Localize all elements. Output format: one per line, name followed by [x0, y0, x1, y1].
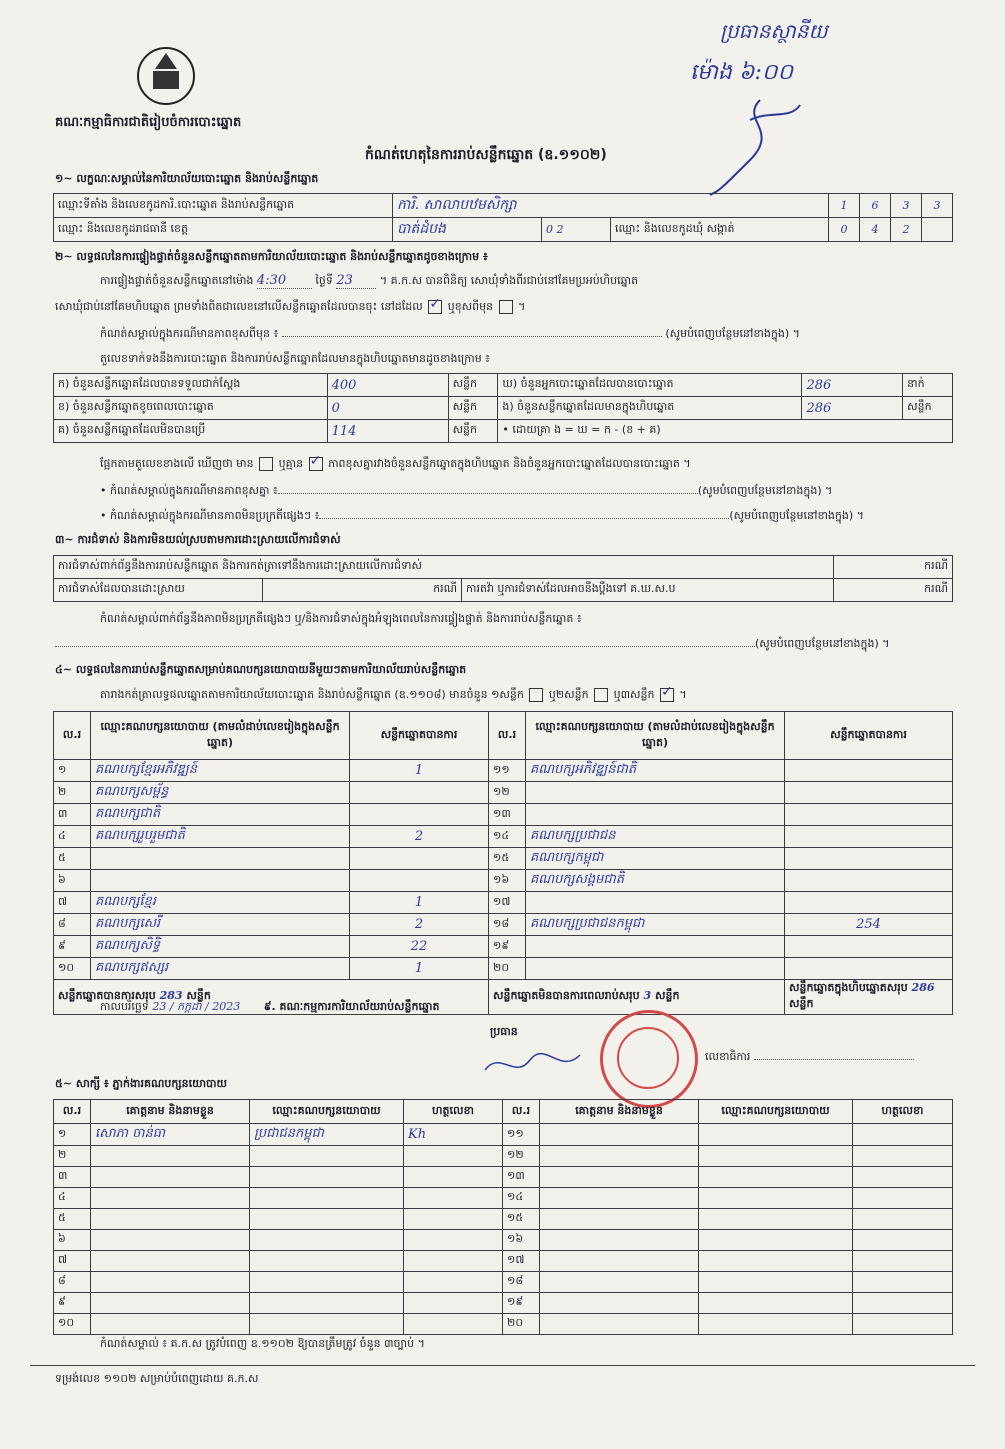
- table-cell: ៧: [54, 1251, 91, 1272]
- table-cell: ១០: [54, 958, 91, 980]
- s1-code-digit: 6: [860, 194, 891, 218]
- corner-label: ប្រធានស្ថានីយ: [720, 19, 828, 43]
- table-cell: ១៨: [503, 1272, 540, 1293]
- signature-stroke-icon: [700, 90, 840, 200]
- table-cell: [91, 1167, 250, 1188]
- table-cell: [699, 1146, 853, 1167]
- chair-label: ប្រធាន: [490, 1025, 518, 1038]
- table-row: [54, 848, 953, 870]
- table-cell: [785, 848, 953, 870]
- table-cell: ៩: [54, 936, 91, 958]
- table-row: [54, 1314, 953, 1335]
- s1-row2-label: ឈ្មោះ និងលេខកូដរាជធានី ខេត្ត: [54, 218, 393, 242]
- table-cell: គណបក្សសម្ព័ន្ធ: [91, 782, 350, 804]
- two-sheet-checkbox[interactable]: [594, 688, 608, 702]
- table-row: [54, 804, 953, 826]
- table-cell: ២០: [503, 1314, 540, 1335]
- table-cell: [526, 782, 785, 804]
- table-cell: [699, 1293, 853, 1314]
- s4-date: កាលបរិច្ឆេទ 23 / កក្កដា / 2023 ៩. គណៈកម្មការការិយាល័យរាប់សន្លឹកឆ្នោត: [100, 1000, 440, 1013]
- table-cell: [853, 1188, 953, 1209]
- table-cell: [350, 870, 489, 892]
- s3-fill-line: (សូមបំពេញបន្ថែមនៅខាងក្នុង) ។: [55, 637, 955, 653]
- table-cell: [250, 1167, 404, 1188]
- table-cell: [526, 804, 785, 826]
- section1-title: ១~ លក្ខណៈសម្គាល់នៃការិយាល័យបោះឆ្នោត និងរាប់សន្លឹកឆ្នោត: [55, 172, 319, 185]
- nec-logo-icon: [135, 45, 197, 107]
- table-cell: [540, 1251, 699, 1272]
- table-cell: [91, 870, 350, 892]
- table-cell: ១៩: [503, 1293, 540, 1314]
- table-cell: ៣: [54, 1167, 91, 1188]
- table-cell: [785, 870, 953, 892]
- table-cell: [404, 1167, 503, 1188]
- s4-sum-total: សន្លឹកឆ្នោតក្នុងហិបឆ្នោតសរុប 286 សន្លឹក: [785, 980, 953, 1015]
- s5-footer-note: កំណត់សម្គាល់ ៖ គ.ក.ស ត្រូវបំពេញ ឧ.១១០២ ឱ្យបានត្រឹមត្រូវ ចំនួន ៣ច្បាប់ ។: [100, 1337, 425, 1350]
- table-cell: [853, 1293, 953, 1314]
- table-cell: ១៧: [503, 1251, 540, 1272]
- s2-counts-table: [53, 373, 953, 443]
- s1-code-digit: 1: [829, 194, 860, 218]
- section4-title: ៤~ លទ្ធផលនៃការរាប់សន្លឹកឆ្នោតសម្រាប់គណបក្សនយោបាយនីមួយៗតាមការិយាល័យរាប់សន្លឹកឆ្នោត: [55, 663, 467, 676]
- table-row: [54, 1230, 953, 1251]
- s5-witness-table: ល.រ គោត្តនាម និងនាមខ្លួន ឈ្មោះគណបក្សនយោបាយ ហត្ថលេខា ល.រ គោត្តនាម និងនាមខ្លួន ឈ្មោះគណបក្សនយោបាយ ហត្ថលេខា ១ សោភា ចាន់ធា ប្រជាជនកម្ពុជា Kh ១១ ២ ១២ ៣ ១៣ ៤ ១៤ ៥ ១៥ ៦ ១៦ ៧ ១៧ ៨ ១៨ ៩ ១៩ ១០ ២០: [53, 1099, 953, 1335]
- table-cell: [540, 1188, 699, 1209]
- table-cell: [91, 1293, 250, 1314]
- table-cell: ១: [54, 760, 91, 782]
- table-cell: ប្រជាជនកម្ពុជា: [250, 1124, 404, 1146]
- committee-name: គណៈកម្មាធិការជាតិរៀបចំការបោះឆ្នោត: [55, 115, 242, 130]
- table-cell: [853, 1314, 953, 1335]
- s2-note2: តួលេខទាក់ទងនឹងការបោះឆ្នោត និងការរាប់សន្លឹកឆ្នោតដែលមានក្នុងហិបឆ្នោតមានដូចខាងក្រោម ៖: [100, 352, 491, 365]
- table-cell: [404, 1314, 503, 1335]
- table-cell: 1: [350, 892, 489, 914]
- table-cell: [699, 1314, 853, 1335]
- table-cell: ១៦: [503, 1230, 540, 1251]
- table-row: [54, 870, 953, 892]
- table-cell: 1: [350, 958, 489, 980]
- table-cell: [540, 1146, 699, 1167]
- table-cell: ១២: [489, 782, 526, 804]
- s4-sum-invalid: សន្លឹកឆ្នោតមិនបានការពេលរាប់សរុប 3 សន្លឹក: [489, 980, 785, 1015]
- table-cell: 22: [350, 936, 489, 958]
- count-row: គ) ចំនួនសន្លឹកឆ្នោតដែលមិនបានប្រើ 114 សន្លឹក • ដោយគ្រា ង = ឃ = ក - (ខ + គ): [54, 420, 953, 443]
- table-cell: [91, 1188, 250, 1209]
- table-cell: ៩: [54, 1293, 91, 1314]
- section5-title: ៥~ សាក្សី ៖ ភ្នាក់ងារគណបក្សនយោបាយ: [55, 1077, 228, 1090]
- table-cell: [540, 1167, 699, 1188]
- table-row: [54, 760, 953, 782]
- table-cell: គណបក្សខ្មែរអភិវឌ្ឍន៍: [91, 760, 350, 782]
- table-cell: [404, 1209, 503, 1230]
- table-cell: [699, 1230, 853, 1251]
- table-cell: ៨: [54, 914, 91, 936]
- table-cell: [540, 1230, 699, 1251]
- table-cell: 1: [350, 760, 489, 782]
- table-row: [54, 1146, 953, 1167]
- table-cell: [91, 1230, 250, 1251]
- table-cell: [540, 1209, 699, 1230]
- bottom-form-code: ទម្រង់លេខ ១១០២ សម្រាប់បំពេញដោយ គ.ក.ស: [55, 1372, 259, 1385]
- table-cell: [540, 1272, 699, 1293]
- count-row: ក) ចំនួនសន្លឹកឆ្នោតដែលបានទទួលជាក់ស្តែង 400 សន្លឹក ឃ) ចំនួនអ្នកបោះឆ្នោតដែលបានបោះឆ្នោត 286 នាក់: [54, 374, 953, 397]
- table-cell: គណបក្សប្រជាជនកម្ពុជា: [526, 914, 785, 936]
- table-cell: សោភា ចាន់ធា: [91, 1124, 250, 1146]
- table-cell: គណបក្សរួបរួមជាតិ: [91, 826, 350, 848]
- s3-table: ការជំទាស់ពាក់ព័ន្ធនឹងការរាប់សន្លឹកឆ្នោត និងការកត់ត្រាទៅនឹងការដោះស្រាយលើការជំទាស់ ករណី ការជំទាស់ដែលបានដោះស្រាយ ករណី ការតវ៉ា ឬការជំទាស់ដែលអាចនឹងប្តឹងទៅ គ.ឃ.ស.ប ករណី: [53, 555, 953, 602]
- table-cell: ១៣: [489, 804, 526, 826]
- table-cell: ១: [54, 1124, 91, 1146]
- s1-province-code: 0 2: [542, 218, 611, 242]
- table-cell: ១១: [489, 760, 526, 782]
- s1-code-digit: 0: [829, 218, 860, 242]
- table-cell: [404, 1230, 503, 1251]
- s1-code-digit: 2: [891, 218, 922, 242]
- table-cell: [540, 1314, 699, 1335]
- table-cell: [250, 1146, 404, 1167]
- table-cell: [853, 1146, 953, 1167]
- s2-note1: កំណត់សម្គាល់ក្នុងករណីមានភាពខុសពីមុន ៖ (សូមបំពេញបន្ថែមនៅខាងក្នុង) ។: [100, 327, 800, 340]
- table-cell: គណបក្សសិទ្ធិ: [91, 936, 350, 958]
- table-cell: [91, 848, 350, 870]
- s1-code-digit: 4: [860, 218, 891, 242]
- table-cell: ១៤: [489, 826, 526, 848]
- table-cell: ១០: [54, 1314, 91, 1335]
- table-cell: ១៣: [503, 1167, 540, 1188]
- table-cell: [250, 1230, 404, 1251]
- table-cell: គណបក្សឥស្សរ: [91, 958, 350, 980]
- table-cell: [785, 826, 953, 848]
- table-cell: ៥: [54, 1209, 91, 1230]
- s4-results-table: ល.រ ឈ្មោះគណបក្សនយោបាយ (តាមលំដាប់លេខរៀងក្នុងសន្លឹកឆ្នោត) សន្លឹកឆ្នោតបានការ ល.រ ឈ្មោះគណបក្សនយោបាយ (តាមលំដាប់លេខរៀងក្នុងសន្លឹកឆ្នោត) សន្លឹកឆ្នោតបានការ ១ គណបក្សខ្មែរអភិវឌ្ឍន៍ 1 ១១ គណបក្សអភិវឌ្ឍន៍ជាតិ ២ គណបក្សសម្ព័ន្ធ ១២ ៣ គណបក្សជាតិ ១៣ ៤ គណបក្សរួបរួមជាតិ 2 ១៤ គណបក្សប្រជាជន ៥ ១៥ គណបក្សកម្ពុជា ៦ ១៦ គណបក្សសង្គមជាតិ ៧ គណបក្សខ្មែរ 1 ១៧ ៨ គណបក្សសេរី 2 ១៨ គណបក្សប្រជាជនកម្ពុជា 254 ៩ គណបក្សសិទ្ធិ 22 ១៩ ១០ គណបក្សឥស្សរ 1 ២០ សន្លឹកឆ្នោតបានការសរុប 283 សន្លឹក សន្លឹកឆ្នោតមិនបានការពេលរាប់សរុប 3 សន្លឹក សន្លឹកឆ្នោតក្នុងហិបឆ្នោតសរុប 286 សន្លឹក: [53, 711, 953, 1015]
- table-cell: [250, 1251, 404, 1272]
- table-row: [54, 892, 953, 914]
- official-seal-icon: [600, 1010, 698, 1108]
- table-cell: 254: [785, 914, 953, 936]
- table-cell: ៣: [54, 804, 91, 826]
- table-cell: [699, 1188, 853, 1209]
- table-cell: ៨: [54, 1272, 91, 1293]
- table-cell: ៧: [54, 892, 91, 914]
- table-row: [54, 1188, 953, 1209]
- table-cell: [526, 936, 785, 958]
- table-row: [54, 936, 953, 958]
- table-cell: [540, 1124, 699, 1146]
- table-cell: [853, 1272, 953, 1293]
- s1-row1-value: ការិ. សាលាបឋមសិក្សា: [393, 194, 829, 218]
- table-cell: [91, 1272, 250, 1293]
- table-cell: [91, 1251, 250, 1272]
- section3-title: ៣~ ការជំទាស់ និងការមិនយល់ស្របតាមការដោះស្រាយលើការជំទាស់: [55, 533, 341, 546]
- table-cell: ៤: [54, 826, 91, 848]
- table-cell: ១៦: [489, 870, 526, 892]
- one-sheet-checkbox[interactable]: [529, 688, 543, 702]
- table-cell: [699, 1272, 853, 1293]
- table-row: [54, 1251, 953, 1272]
- table-cell: [250, 1272, 404, 1293]
- s4-sum-valid: សន្លឹកឆ្នោតបានការសរុប 283 សន្លឹក: [54, 980, 489, 1015]
- table-cell: ១៧: [489, 892, 526, 914]
- table-cell: ១២: [503, 1146, 540, 1167]
- s2-line2: សោឃុំជាប់នៅគែមហិបឆ្នោត ព្រមទាំងពិតជាលេខនៅលើសន្លឹកឆ្នោតដែលបានចុះ នៅដដែល ✓ ឬខុសពីមុន ។: [55, 300, 955, 316]
- table-cell: គណបក្សសេរី: [91, 914, 350, 936]
- count-row: ខ) ចំនួនសន្លឹកឆ្នោតខូចពេលបោះឆ្នោត 0 សន្លឹក ង) ចំនួនសន្លឹកឆ្នោតដែលមានក្នុងហិបឆ្នោត 286 សន្លឹក: [54, 397, 953, 420]
- table-cell: [350, 804, 489, 826]
- table-cell: ៥: [54, 848, 91, 870]
- table-cell: ១៩: [489, 936, 526, 958]
- s2-bullet1: • កំណត់សម្គាល់ក្នុងករណីមានភាពខុសគ្នា ៖ (សូមបំពេញបន្ថែមនៅខាងក្នុង) ។: [100, 484, 833, 497]
- table-cell: [699, 1251, 853, 1272]
- table-cell: [404, 1146, 503, 1167]
- table-cell: គណបក្សកម្ពុជា: [526, 848, 785, 870]
- s4-intro: តារាងកត់ត្រាលទ្ធផលឆ្នោតតាមការិយាល័យបោះឆ្នោត និងរាប់សន្លឹកឆ្នោត (ឧ.១១០៨) មានចំនួន ១សន្លឹក ឬ២សន្លឹក ឬ៣សន្លឹក ✓ ។: [100, 688, 960, 704]
- table-row: [54, 1293, 953, 1314]
- table-cell: [699, 1124, 853, 1146]
- table-cell: [785, 760, 953, 782]
- table-cell: [785, 936, 953, 958]
- table-cell: [250, 1209, 404, 1230]
- table-cell: [404, 1272, 503, 1293]
- table-cell: ១៤: [503, 1188, 540, 1209]
- table-cell: ២០: [489, 958, 526, 980]
- s1-code-digit: 3: [922, 194, 953, 218]
- three-sheet-checkbox[interactable]: [660, 688, 674, 702]
- table-cell: [853, 1124, 953, 1146]
- no-diff-checkbox[interactable]: [259, 457, 273, 471]
- table-cell: Kh: [404, 1124, 503, 1146]
- s2-bullet2: • កំណត់សម្គាល់ក្នុងករណីមានភាពមិនប្រក្រតីផ្សេងៗ ៖ (សូមបំពេញបន្ថែមនៅខាងក្នុង) ។: [100, 509, 864, 522]
- table-cell: [853, 1167, 953, 1188]
- table-cell: [404, 1188, 503, 1209]
- table-cell: [853, 1209, 953, 1230]
- table-cell: ២: [54, 782, 91, 804]
- table-cell: [526, 892, 785, 914]
- table-cell: [250, 1293, 404, 1314]
- chair-signature-icon: [480, 1045, 590, 1085]
- table-row: [54, 914, 953, 936]
- table-cell: [404, 1293, 503, 1314]
- section1-table: [53, 193, 953, 242]
- s1-row1-label: ឈ្មោះទីតាំង និងលេខកូដការិ.បោះឆ្នោត និងរាប់សន្លឹកឆ្នោត: [54, 194, 393, 218]
- table-row: [54, 826, 953, 848]
- table-cell: [785, 892, 953, 914]
- table-cell: [404, 1251, 503, 1272]
- table-cell: ៦: [54, 1230, 91, 1251]
- section2-title: ២~ លទ្ធផលនៃការផ្ទៀងផ្ទាត់ចំនួនសន្លឹកឆ្នោតតាមការិយាល័យបោះឆ្នោត និងរាប់សន្លឹកឆ្នោតដូចខាងក្រោម ៖: [55, 250, 488, 263]
- table-cell: ១៨: [489, 914, 526, 936]
- table-cell: [526, 958, 785, 980]
- secretary-label: លេខាធិការ: [705, 1050, 914, 1066]
- s2-match-line: ផ្អែកតាមតួលេខខាងលើ ឃើញថា មាន ឬគ្មាន ✓ ភាពខុសគ្នារវាងចំនួនសន្លឹកឆ្នោតក្នុងហិបឆ្នោត និងចំនួនអ្នកបោះឆ្នោតដែលបានបោះឆ្នោត ។: [100, 457, 960, 473]
- corner-time: ម៉ោង ៦:០០: [690, 60, 794, 85]
- s2-line1: ការផ្ទៀងផ្ទាត់ចំនួនសន្លឹកឆ្នោតនៅម៉ោង 4:30 ថ្ងៃទី 23 ។ គ.ក.ស បានពិនិត្យ សោឃុំទាំងពីរជាប់នៅគែមប្រអប់ហិបឆ្នោត: [100, 273, 639, 288]
- s1-row2-label2: ឈ្មោះ និងលេខកូដឃុំ សង្កាត់: [611, 218, 829, 242]
- table-cell: គណបក្សសង្គមជាតិ: [526, 870, 785, 892]
- table-cell: [350, 782, 489, 804]
- table-row: [54, 1272, 953, 1293]
- table-cell: [785, 958, 953, 980]
- table-cell: [699, 1167, 853, 1188]
- table-row: [54, 1209, 953, 1230]
- table-cell: ១៥: [489, 848, 526, 870]
- table-cell: ១១: [503, 1124, 540, 1146]
- table-cell: [853, 1230, 953, 1251]
- table-cell: 2: [350, 914, 489, 936]
- table-cell: [91, 1314, 250, 1335]
- table-cell: គណបក្សខ្មែរ: [91, 892, 350, 914]
- table-row: [54, 1167, 953, 1188]
- table-cell: [540, 1293, 699, 1314]
- table-cell: [91, 1209, 250, 1230]
- table-cell: [785, 804, 953, 826]
- s3-note: កំណត់សម្គាល់ពាក់ព័ន្ធនឹងភាពមិនប្រក្រតីផ្សេងៗ ឬ/និងការជំទាស់ក្នុងអំឡុងពេលនៃការផ្ទៀងផ្ទាត់ និងការរាប់សន្លឹកឆ្នោត ៖: [100, 612, 582, 625]
- same-checkbox[interactable]: [428, 300, 442, 314]
- table-cell: ៤: [54, 1188, 91, 1209]
- table-row: [54, 782, 953, 804]
- table-cell: ២: [54, 1146, 91, 1167]
- table-cell: ៦: [54, 870, 91, 892]
- table-cell: ១៥: [503, 1209, 540, 1230]
- s1-row2-value: បាត់ដំបង: [393, 218, 542, 242]
- table-cell: [350, 848, 489, 870]
- bottom-divider: [30, 1365, 975, 1366]
- has-diff-checkbox[interactable]: [309, 457, 323, 471]
- table-cell: គណបក្សជាតិ: [91, 804, 350, 826]
- table-cell: គណបក្សប្រជាជន: [526, 826, 785, 848]
- table-cell: [853, 1251, 953, 1272]
- table-cell: [250, 1314, 404, 1335]
- s1-code-digit: 3: [891, 194, 922, 218]
- form-title: កំណត់ហេតុនៃការរាប់សន្លឹកឆ្នោត (ឧ.១១០២): [365, 147, 607, 163]
- table-cell: [785, 782, 953, 804]
- table-cell: 2: [350, 826, 489, 848]
- table-row: [54, 1124, 953, 1146]
- different-checkbox[interactable]: [499, 300, 513, 314]
- table-cell: [91, 1146, 250, 1167]
- table-cell: [699, 1209, 853, 1230]
- table-row: [54, 958, 953, 980]
- table-cell: គណបក្សអភិវឌ្ឍន៍ជាតិ: [526, 760, 785, 782]
- table-cell: [250, 1188, 404, 1209]
